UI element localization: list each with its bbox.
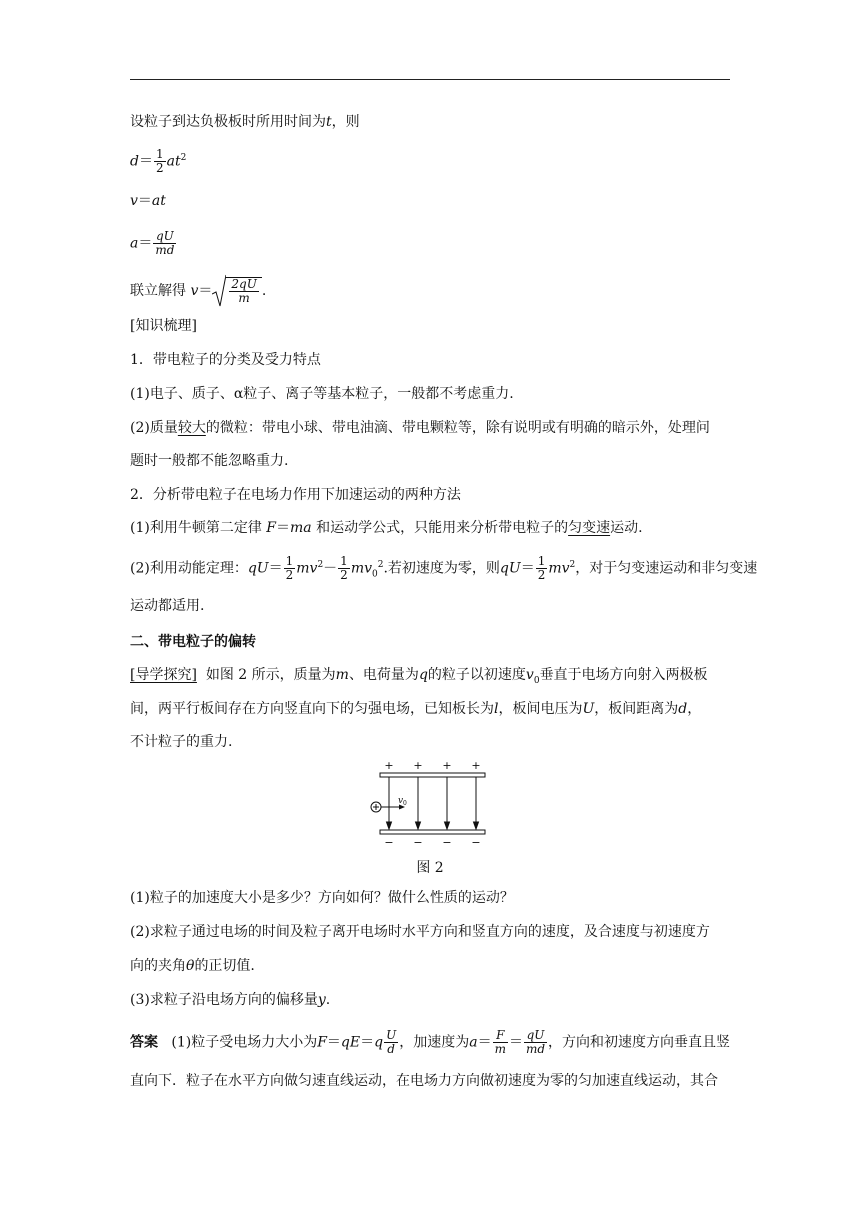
denominator: m bbox=[238, 291, 250, 305]
var-mv: mv bbox=[548, 560, 570, 577]
denominator: 2 bbox=[285, 568, 294, 582]
exponent: 2 bbox=[180, 152, 187, 163]
label: [知识梳理] bbox=[130, 318, 197, 334]
text: . bbox=[261, 283, 267, 299]
equals: ＝ bbox=[268, 560, 283, 577]
text: 运动都适用. bbox=[130, 598, 205, 614]
fraction-U-d bbox=[384, 1029, 398, 1056]
v0-subscript: 0 bbox=[403, 800, 407, 807]
text: 向的夹角 bbox=[130, 958, 186, 974]
plus-sign: + bbox=[471, 759, 481, 772]
minus: － bbox=[323, 560, 338, 577]
fraction-half bbox=[154, 148, 166, 175]
equals: ＝ bbox=[508, 1034, 523, 1051]
text: 题时一般都不能忽略重力. bbox=[130, 453, 289, 469]
text: ，板间电压为 bbox=[498, 701, 583, 717]
var-F: F bbox=[317, 1034, 327, 1051]
var-ma: ma bbox=[290, 520, 312, 536]
radical-sign-icon bbox=[212, 274, 226, 308]
denominator: md bbox=[525, 1042, 546, 1056]
minus-sign: − bbox=[413, 836, 423, 848]
var-a: a bbox=[469, 1034, 478, 1051]
text: (2)求粒子通过电场的时间及粒子离开电场时水平方向和竖直方向的速度，及合速度与初速度方 bbox=[130, 924, 710, 940]
denominator: md bbox=[155, 243, 175, 257]
text: 的粒子以初速度 bbox=[427, 667, 526, 683]
denominator: 2 bbox=[155, 161, 164, 175]
equation-solution bbox=[130, 274, 266, 308]
text: .若初速度为零，则 bbox=[383, 560, 500, 577]
subscript: 0 bbox=[533, 675, 540, 686]
var-qE: qE bbox=[340, 1034, 361, 1051]
text: ，方向和初速度方向垂直且竖 bbox=[548, 1034, 731, 1051]
paragraph-3 bbox=[130, 519, 643, 537]
text: 设粒子到达负极板时所用时间为 bbox=[130, 114, 326, 130]
denominator: 2 bbox=[537, 568, 546, 582]
var-v: v bbox=[190, 283, 199, 299]
bottom-plate bbox=[380, 830, 485, 834]
section-zhishi bbox=[130, 317, 197, 335]
equation-a bbox=[130, 230, 177, 257]
v0-label: v bbox=[398, 796, 404, 806]
numerator: qU bbox=[524, 1029, 547, 1043]
answer-label: 答案 bbox=[130, 1034, 158, 1051]
text: 的正切值. bbox=[194, 958, 255, 974]
subquestion-2 bbox=[130, 923, 710, 941]
text: ，加速度为 bbox=[399, 1034, 470, 1051]
equals: ＝ bbox=[138, 235, 153, 252]
text: 、电荷量为 bbox=[348, 667, 419, 683]
denominator: m bbox=[494, 1042, 506, 1056]
underlined-text: 较大 bbox=[177, 420, 206, 436]
text: 2．分析带电粒子在电场力作用下加速运动的两种方法 bbox=[130, 487, 461, 503]
var-mv0: mv bbox=[350, 560, 372, 577]
equals: ＝ bbox=[360, 1034, 375, 1051]
question-intro-3 bbox=[130, 733, 232, 751]
fraction-F-m bbox=[493, 1029, 508, 1056]
fraction-qU-md bbox=[524, 1029, 547, 1056]
subquestion-2-cont bbox=[130, 957, 255, 975]
text: (2)质量 bbox=[130, 420, 178, 436]
question-intro bbox=[130, 666, 708, 684]
paragraph-1 bbox=[130, 385, 514, 403]
numerator: F bbox=[493, 1029, 508, 1043]
subquestion-1 bbox=[130, 889, 514, 907]
text: . bbox=[325, 992, 331, 1008]
text: ， bbox=[687, 701, 702, 717]
var-l: l bbox=[494, 701, 499, 717]
numerator: 1 bbox=[285, 554, 294, 568]
numerator: qU bbox=[153, 230, 176, 244]
text: 不计粒子的重力. bbox=[130, 734, 233, 750]
fraction-half bbox=[338, 555, 350, 582]
plus-sign: + bbox=[413, 759, 423, 772]
capacitor-figure bbox=[360, 758, 500, 848]
minus-sign: − bbox=[384, 836, 394, 848]
exponent: 2 bbox=[377, 559, 384, 570]
var-y: y bbox=[317, 992, 326, 1008]
paragraph-4 bbox=[130, 555, 757, 582]
equation-v bbox=[130, 192, 166, 210]
text: (2)利用动能定理： bbox=[130, 560, 248, 577]
minus-sign: − bbox=[471, 836, 481, 848]
text: (1)利用牛顿第二定律 bbox=[130, 520, 262, 536]
text: (3)求粒子沿电场方向的偏移量 bbox=[130, 992, 318, 1008]
var-theta: θ bbox=[186, 958, 195, 974]
equals: ＝ bbox=[138, 153, 153, 170]
numerator: 1 bbox=[155, 147, 164, 161]
text: 1．带电粒子的分类及受力特点 bbox=[130, 352, 321, 368]
text: 运动. bbox=[610, 520, 643, 536]
equals: ＝ bbox=[276, 520, 291, 536]
denominator: 2 bbox=[340, 568, 348, 582]
numerator: 2qU bbox=[231, 277, 257, 291]
denominator: d bbox=[387, 1042, 395, 1056]
text: ，对于匀变速运动和非匀变速 bbox=[575, 560, 758, 577]
equals: ＝ bbox=[137, 193, 152, 209]
text: (1)粒子的加速度大小是多少？方向如何？做什么性质的运动？ bbox=[130, 890, 514, 906]
text: ，板间距离为 bbox=[594, 701, 679, 717]
top-plate bbox=[380, 773, 485, 777]
label: [导学探究] bbox=[130, 667, 197, 683]
var-U: U bbox=[582, 701, 595, 717]
equals: ＝ bbox=[477, 1034, 492, 1051]
text: 直向下．粒子在水平方向做匀速直线运动，在电场力方向做初速度为零的匀加速直线运动，其合 bbox=[130, 1073, 718, 1089]
numerator: 1 bbox=[340, 554, 348, 568]
var-a: a bbox=[130, 235, 139, 252]
subquestion-3 bbox=[130, 991, 330, 1009]
paragraph-4-cont bbox=[130, 597, 204, 615]
square-root bbox=[212, 274, 261, 308]
exponent: 2 bbox=[569, 559, 576, 570]
text: 间，两平行板间存在方向竖直向下的匀强电场，已知板长为 bbox=[130, 701, 494, 717]
plus-sign: + bbox=[384, 759, 394, 772]
text: ，则 bbox=[331, 114, 360, 130]
var-F: F bbox=[266, 520, 277, 536]
figure-caption: 图 2 bbox=[416, 860, 444, 876]
header-rule bbox=[130, 79, 730, 80]
var-qU: qU bbox=[247, 560, 269, 577]
fraction-half bbox=[284, 555, 296, 582]
fraction-qU-md bbox=[153, 230, 176, 257]
text: 如图 2 所示，质量为 bbox=[205, 667, 336, 683]
paragraph-2 bbox=[130, 419, 710, 437]
underlined-text: 匀变速 bbox=[568, 520, 611, 536]
fraction-2qU-m bbox=[229, 278, 258, 305]
equals: ＝ bbox=[326, 1034, 341, 1051]
line-time bbox=[130, 113, 360, 131]
text: (1)电子、质子、α粒子、离子等基本粒子，一般都不考虑重力. bbox=[130, 386, 514, 402]
equals: ＝ bbox=[198, 283, 213, 299]
var-at: at bbox=[166, 153, 181, 170]
section-title-2 bbox=[130, 633, 256, 651]
var-d: d bbox=[678, 701, 688, 717]
minus-sign: − bbox=[442, 836, 452, 848]
numerator: 1 bbox=[537, 554, 546, 568]
text: 联立解得 bbox=[130, 283, 186, 299]
var-t: t bbox=[326, 114, 332, 130]
text: 和运动学公式，只能用来分析带电粒子的 bbox=[316, 520, 569, 536]
var-v: v bbox=[130, 193, 138, 209]
answer-line-1 bbox=[130, 1029, 730, 1056]
heading-2 bbox=[130, 486, 461, 504]
text: 的微粒：带电小球、带电油滴、带电颗粒等，除有说明或有明确的暗示外，处理问 bbox=[205, 420, 710, 436]
answer-line-2 bbox=[130, 1072, 718, 1090]
var-q: q bbox=[374, 1034, 384, 1051]
var-at: at bbox=[151, 193, 166, 209]
var-mv: mv bbox=[296, 560, 318, 577]
exponent: 2 bbox=[317, 559, 324, 570]
equation-d bbox=[130, 148, 186, 175]
var-q: q bbox=[418, 667, 428, 683]
question-intro-2 bbox=[130, 700, 701, 718]
heading-1 bbox=[130, 351, 321, 369]
equals: ＝ bbox=[520, 560, 535, 577]
subscript: 0 bbox=[372, 569, 378, 580]
var-m: m bbox=[335, 667, 349, 683]
text: (1)粒子受电场力大小为 bbox=[171, 1034, 318, 1051]
fraction-half bbox=[536, 555, 548, 582]
numerator: U bbox=[386, 1028, 397, 1042]
text: 垂直于电场方向射入两极板 bbox=[539, 667, 708, 683]
text: 二、带电粒子的偏转 bbox=[130, 634, 256, 650]
paragraph-2-cont bbox=[130, 452, 288, 470]
plus-sign: + bbox=[442, 759, 452, 772]
var-v: v bbox=[525, 667, 534, 683]
var-d: d bbox=[130, 153, 139, 170]
var-qU: qU bbox=[499, 560, 521, 577]
